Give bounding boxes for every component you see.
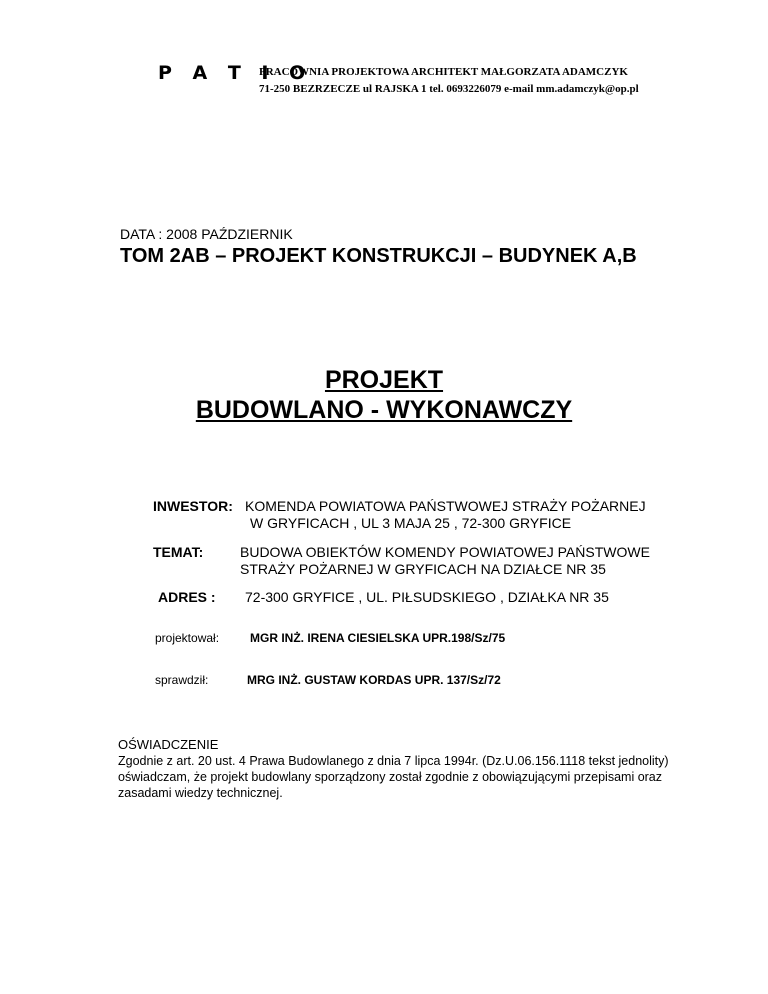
investor-line2: W GRYFICACH , UL 3 MAJA 25 , 72-300 GRYFICE	[250, 515, 572, 531]
address-label: ADRES :	[158, 589, 216, 605]
subject-line2: STRAŻY POŻARNEJ W GRYFICACH NA DZIAŁCE NR 35	[240, 561, 606, 577]
project-title-line2: BUDOWLANO - WYKONAWCZY	[195, 396, 573, 424]
investor-label: INWESTOR:	[153, 498, 233, 514]
office-address: 71-250 BEZRZECZE ul RAJSKA 1 tel. 0693226079 e-mail mm.adamczyk@op.pl	[259, 83, 639, 95]
checked-by-label: sprawdził:	[155, 673, 209, 687]
designed-by-value: MGR INŻ. IRENA CIESIELSKA UPR.198/Sz/75	[250, 631, 506, 645]
office-name: PRACOWNIA PROJEKTOWA ARCHITEKT MAŁGORZATA ADAMCZYK	[259, 66, 628, 78]
statement-title: OŚWIADCZENIE	[118, 737, 219, 752]
volume-title: TOM 2AB – PROJEKT KONSTRUKCJI – BUDYNEK A,B	[120, 245, 637, 267]
designed-by-label: projektował:	[155, 631, 220, 645]
address-value: 72-300 GRYFICE , UL. PIŁSUDSKIEGO , DZIAŁKA NR 35	[245, 589, 609, 605]
statement-body: Zgodnie z art. 20 ust. 4 Prawa Budowlanego z dnia 7 lipca 1994r. (Dz.U.06.156.1118 tekst jednolity) oświadczam, że projekt budowlany sporządzony został zgodnie z obowiązującymi przepisami oraz zasadami wiedzy technicznej.	[118, 754, 669, 800]
checked-by-value: MRG INŻ. GUSTAW KORDAS UPR. 137/Sz/72	[247, 673, 501, 687]
investor-line1: KOMENDA POWIATOWA PAŃSTWOWEJ STRAŻY POŻARNEJ	[245, 498, 646, 514]
date-line: DATA : 2008 PAŹDZIERNIK	[120, 226, 293, 242]
project-title-line1: PROJEKT	[324, 366, 444, 394]
company-logo: P A T I O	[158, 62, 313, 84]
subject-label: TEMAT:	[153, 544, 204, 560]
subject-line1: BUDOWA OBIEKTÓW KOMENDY POWIATOWEJ PAŃSTWOWE	[240, 544, 650, 560]
